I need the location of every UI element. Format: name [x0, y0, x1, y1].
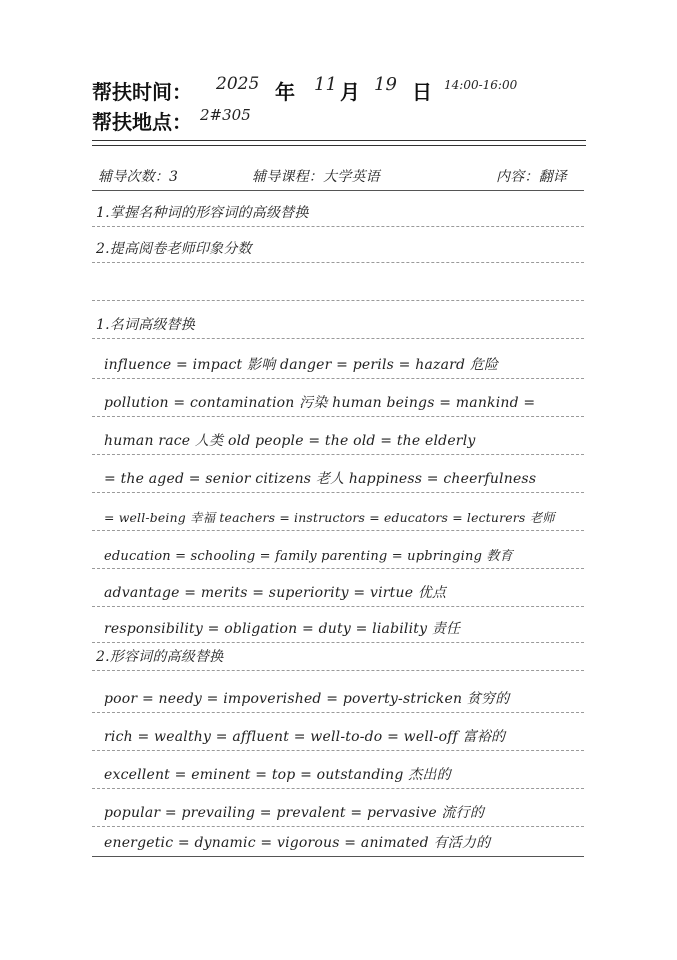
day-value: 19 [374, 74, 397, 95]
section-1-heading-line [92, 302, 584, 339]
vocab-line: influence = impact 影响 danger = perils = hazard 危险 [104, 357, 499, 373]
vocab-line: advantage = merits = superiority = virtue 优点 [104, 585, 447, 601]
section-1-line [92, 418, 584, 455]
month-value: 11 [314, 74, 337, 95]
session-content: 内容：翻译 [496, 169, 567, 185]
month-unit: 月 [340, 80, 360, 104]
vocab-line: excellent = eminent = top = outstanding 杰出的 [104, 767, 451, 783]
section-2-line [92, 714, 584, 751]
section-1-line [92, 456, 584, 493]
section-2-line [92, 752, 584, 789]
place-label: 帮扶地点： [92, 110, 192, 134]
section-1-line [92, 494, 584, 531]
section-2-heading: 2.形容词的高级替换 [96, 649, 224, 665]
section-1-heading: 1.名词高级替换 [96, 317, 195, 333]
year-value: 2025 [216, 74, 260, 94]
course-name: 辅导课程：大学英语 [252, 169, 380, 185]
day-unit: 日 [412, 80, 432, 104]
vocab-line: human race 人类 old people = the old = the elderly [104, 433, 476, 449]
section-1-line [92, 570, 584, 607]
section-1-line [92, 380, 584, 417]
divider-bottom [92, 145, 586, 146]
section-1-line [92, 342, 584, 379]
goal-line-2 [92, 226, 584, 263]
place-value: 2#305 [200, 106, 251, 124]
vocab-line: energetic = dynamic = vigorous = animated 有活力的 [104, 835, 491, 851]
year-unit: 年 [275, 80, 295, 104]
section-2-line [92, 820, 584, 857]
vocab-line: education = schooling = family parenting = upbringing 教育 [104, 549, 513, 564]
blank-line [92, 264, 584, 301]
vocab-line: pollution = contamination 污染 human beings = mankind = [104, 395, 536, 411]
divider-top [92, 140, 586, 141]
time-range: 14:00-16:00 [444, 78, 518, 92]
goal-2: 2.提高阅卷老师印象分数 [96, 241, 252, 257]
session-count: 辅导次数：3 [98, 169, 179, 185]
goal-line-1 [92, 190, 584, 227]
vocab-line: rich = wealthy = affluent = well-to-do = well-off 富裕的 [104, 729, 506, 745]
info-row [92, 154, 584, 191]
vocab-line: = well-being 幸福 teachers = instructors = educators = lecturers 老师 [104, 510, 555, 525]
vocab-line: = the aged = senior citizens 老人 happiness = cheerfulness [104, 471, 537, 487]
section-2-line [92, 676, 584, 713]
vocab-line: responsibility = obligation = duty = liability 责任 [104, 621, 461, 637]
time-label: 帮扶时间： [92, 80, 192, 104]
vocab-line: poor = needy = impoverished = poverty-stricken 贫穷的 [104, 691, 510, 707]
vocab-line: popular = prevailing = prevalent = pervasive 流行的 [104, 805, 485, 821]
section-2-heading-line [92, 636, 584, 671]
goal-1: 1.掌握名种词的形容词的高级替换 [96, 205, 309, 221]
section-1-line [92, 532, 584, 569]
